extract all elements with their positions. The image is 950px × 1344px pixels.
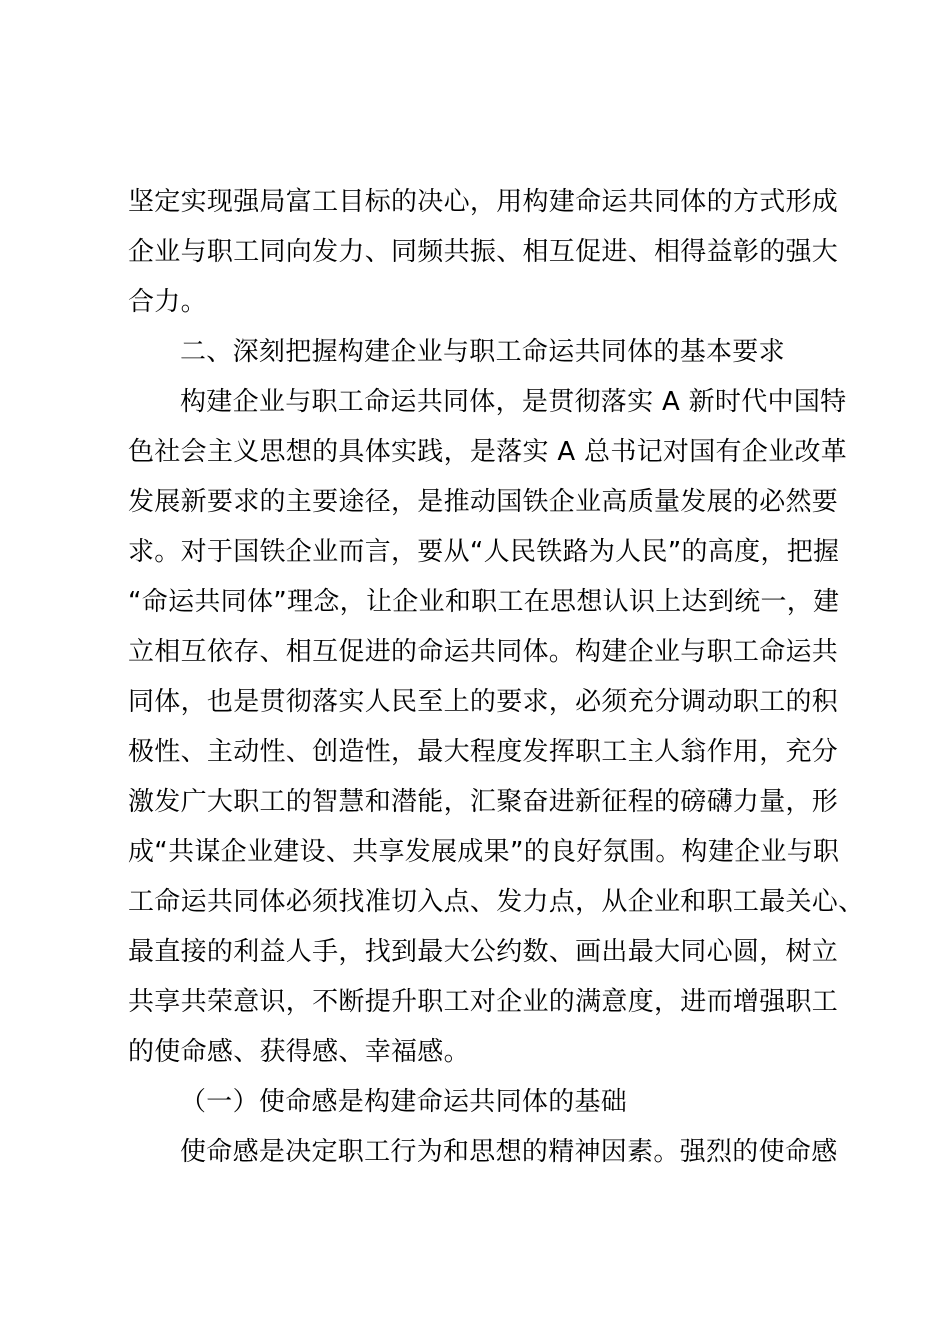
subsection-heading: （一）使命感是构建命运共同体的基础	[180, 1087, 628, 1117]
text-line: 坚定实现强局富工目标的决心，用构建命运共同体的方式形成	[128, 187, 839, 217]
text-line: 共享共荣意识，不断提升职工对企业的满意度，进而增强职工	[128, 987, 839, 1017]
text-line: 工命运共同体必须找准切入点、发力点，从企业和职工最关心、	[128, 887, 865, 917]
text-line: 最直接的利益人手，找到最大公约数、画出最大同心圆，树立	[128, 937, 839, 967]
text-line: 色社会主义思想的具体实践，是落实 A 总书记对国有企业改革	[128, 437, 848, 467]
text-line: 企业与职工同向发力、同频共振、相互促进、相得益彰的强大	[128, 237, 839, 267]
text-line: 合力。	[128, 287, 207, 317]
text-line: 成“共谋企业建设、共享发展成果”的良好氛围。构建企业与职	[128, 837, 840, 867]
section-heading: 二、深刻把握构建企业与职工命运共同体的基本要求	[180, 337, 785, 367]
text-line: “命运共同体”理念，让企业和职工在思想认识上达到统一，建	[128, 587, 840, 617]
text-line: 激发广大职工的智慧和潜能，汇聚奋进新征程的磅礴力量，形	[128, 787, 839, 817]
text-line: 求。对于国铁企业而言，要从“人民铁路为人民”的高度，把握	[128, 537, 840, 567]
paragraph-first-line: 构建企业与职工命运共同体，是贯彻落实 A 新时代中国特	[180, 387, 847, 417]
text-line: 发展新要求的主要途径，是推动国铁企业高质量发展的必然要	[128, 487, 839, 517]
text-line: 同体，也是贯彻落实人民至上的要求，必须充分调动职工的积	[128, 687, 839, 717]
text-line: 的使命感、获得感、幸福感。	[128, 1037, 470, 1067]
paragraph-first-line: 使命感是决定职工行为和思想的精神因素。强烈的使命感	[180, 1137, 838, 1167]
text-line: 立相互依存、相互促进的命运共同体。构建企业与职工命运共	[128, 637, 839, 667]
text-line: 极性、主动性、创造性，最大程度发挥职工主人翁作用，充分	[128, 737, 839, 767]
